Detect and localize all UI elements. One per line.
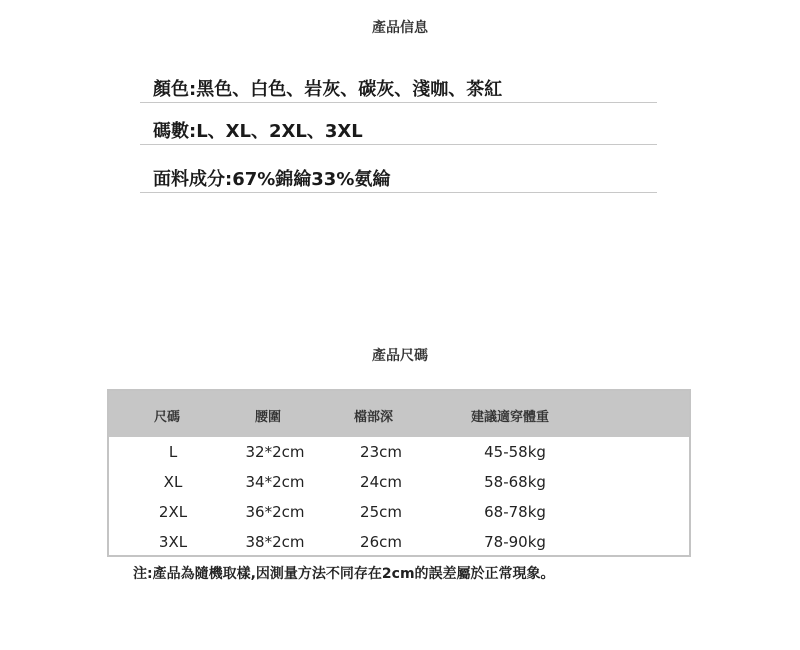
cell-size: XL	[163, 473, 183, 491]
header-waist: 腰圍	[255, 410, 282, 425]
cell-weight: 68-78kg	[484, 503, 546, 521]
fabric-composition: 面料成分:67%錦綸33%氨綸	[140, 169, 657, 193]
size-chart-title: 產品尺碼	[372, 348, 428, 364]
cell-size: L	[168, 443, 178, 461]
cell-waist: 34*2cm	[245, 473, 305, 491]
table-row	[109, 497, 689, 527]
header-size: 尺碼	[154, 410, 181, 425]
size-options: 碼數:L、XL、2XL、3XL	[140, 121, 657, 145]
cell-size: 3XL	[158, 533, 188, 551]
cell-weight: 78-90kg	[484, 533, 546, 551]
cell-size: 2XL	[158, 503, 188, 521]
header-rise: 檔部深	[354, 410, 394, 425]
size-table	[107, 389, 691, 557]
color-options: 顏色:黑色、白色、岩灰、碳灰、淺咖、茶紅	[140, 79, 657, 103]
cell-rise: 23cm	[360, 443, 402, 461]
table-header	[109, 391, 689, 437]
cell-waist: 36*2cm	[245, 503, 305, 521]
cell-waist: 32*2cm	[245, 443, 305, 461]
table-row	[109, 437, 689, 467]
table-row	[109, 527, 689, 557]
cell-weight: 58-68kg	[484, 473, 546, 491]
cell-rise: 26cm	[360, 533, 402, 551]
table-row	[109, 467, 689, 497]
cell-rise: 24cm	[360, 473, 402, 491]
cell-waist: 38*2cm	[245, 533, 305, 551]
measurement-note: 注:產品為隨機取樣,因測量方法不同存在2cm的誤差屬於正常現象。	[133, 566, 555, 582]
cell-weight: 45-58kg	[484, 443, 546, 461]
product-info-title: 產品信息	[372, 20, 428, 36]
cell-rise: 25cm	[360, 503, 402, 521]
header-weight: 建議適穿體重	[471, 410, 550, 425]
